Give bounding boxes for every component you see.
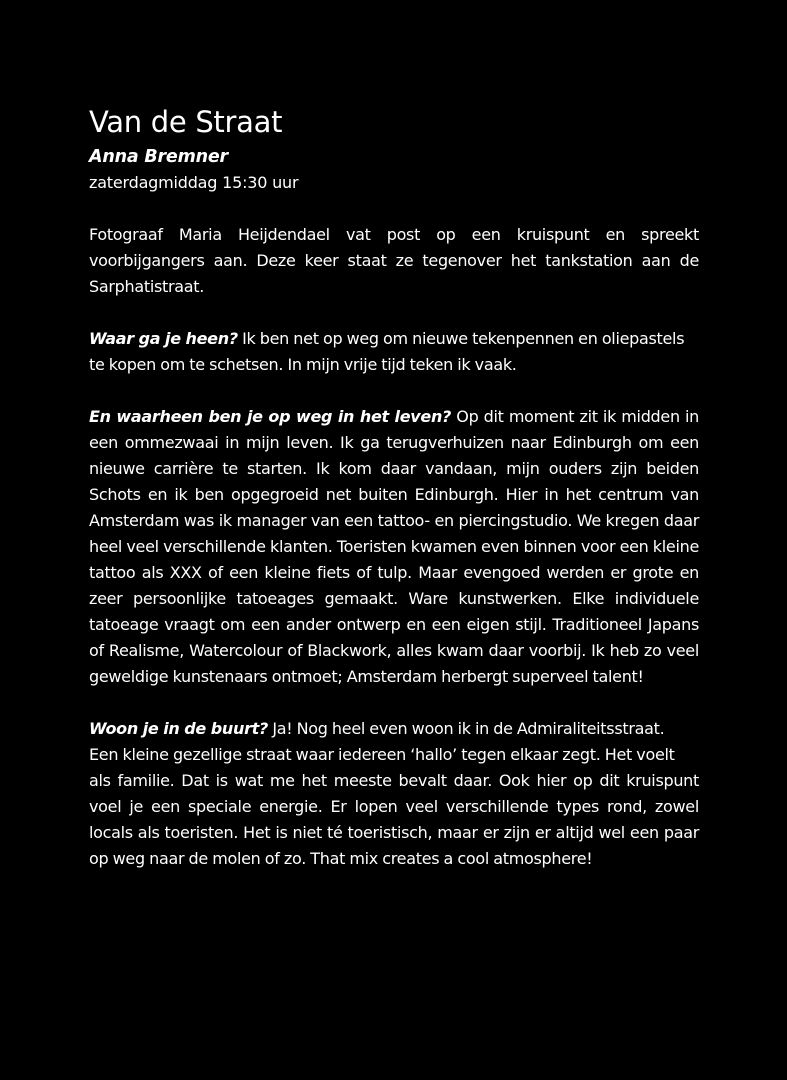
- article-dateline: zaterdagmiddag 15:30 uur: [89, 173, 299, 192]
- qa-answer-3-line-1: Ja! Nog heel even woon ik in de Admiraliteitsstraat.: [272, 719, 665, 738]
- qa-answer-2: Op dit moment zit ik midden in een ommezwaai in mijn leven. Ik ga terugverhuizen naar Edinburgh om een nieuwe carrière te starten. Ik kom daar vandaan, mijn ouders zijn beiden Schots en ik ben opgegroeid net buiten Edinburgh. Hier in het centrum van Amsterdam was ik manager van een tattoo- en piercingstudio. We kregen daar heel veel verschillende klanten. Toeristen kwamen even binnen voor een kleine tattoo als XXX of een kleine fiets of tulp. Maar evengoed werden er grote en zeer persoonlijke tatoeages gemaakt. Ware kunstwerken. Elke individuele tatoeage vraagt om een ander ontwerp en een eigen stijl. Traditioneel Japans of Realisme, Watercolour of Blackwork, alles kwam daar voorbij. Ik heb zo veel geweldige kunstenaars ontmoet; Amsterdam herbergt superveel talent!: [89, 407, 699, 686]
- qa-question-2: En waarheen ben je op weg in het leven?: [89, 407, 452, 426]
- qa-block-3: [89, 716, 699, 872]
- article-author: Anna Bremner: [89, 147, 228, 167]
- qa-block-2: [89, 404, 699, 690]
- qa-question-1: Waar ga je heen?: [89, 329, 238, 348]
- qa-block-1: [89, 326, 699, 378]
- article-intro: Fotograaf Maria Heijdendael vat post op een kruispunt en spreekt voorbijgangers aan. Deze keer staat ze tegenover het tankstation aan de Sarphatistraat.: [89, 225, 699, 296]
- qa-answer-3-rest: als familie. Dat is wat me het meeste bevalt daar. Ook hier op dit kruispunt voel je een speciale energie. Er lopen veel verschillende types rond, zowel locals als toeristen. Het is niet té toeristisch, maar er zijn er altijd wel een paar op weg naar de molen of zo. That mix creates a cool atmosphere!: [89, 771, 699, 868]
- article-title: Van de Straat: [89, 105, 283, 139]
- qa-answer-1-line-1: Ik ben net op weg om nieuwe tekenpennen en oliepastels: [242, 329, 685, 348]
- qa-answer-3-line-2: Een kleine gezellige straat waar iedereen ‘hallo’ tegen elkaar zegt. Het voelt: [89, 745, 675, 764]
- qa-question-3: Woon je in de buurt?: [89, 719, 269, 738]
- article: [89, 104, 699, 888]
- qa-answer-1-line-2: te kopen om te schetsen. In mijn vrije tijd teken ik vaak.: [89, 355, 517, 374]
